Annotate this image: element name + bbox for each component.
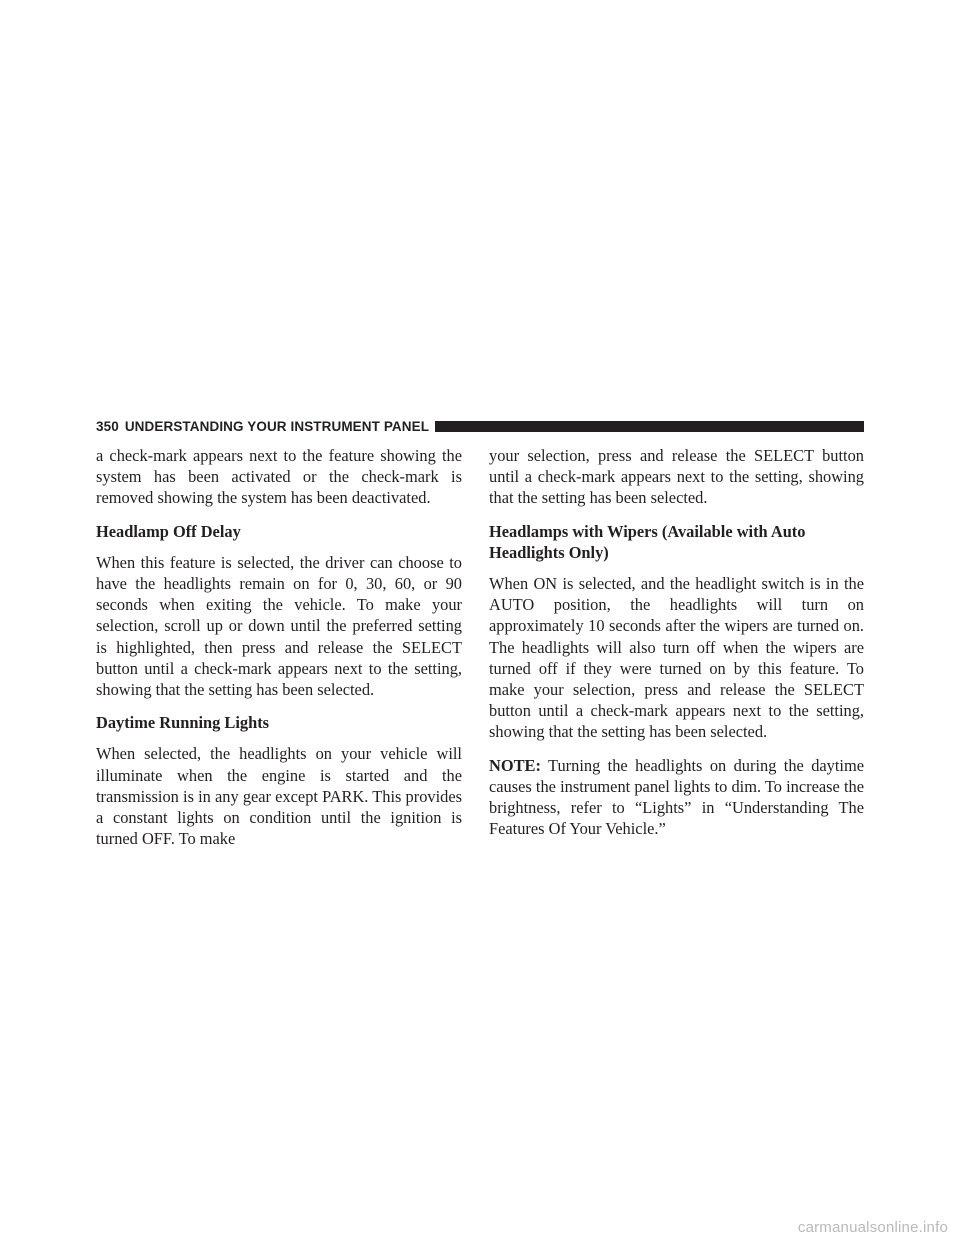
note-body: Turning the headlights on during the daytime causes the instrument panel lights to dim. To increase the brightness, refer to “Lights” in “Understanding The Features Of Your Vehicle.” <box>489 755 865 839</box>
daytime-running-lights-body: When selected, the headlights on your vehicle will illuminate when the engine is started and the transmission is in any gear except PARK. This provides a constant lights on condition until the ignition is turned OFF. To make <box>96 744 462 849</box>
watermark: carmanualsonline.info <box>797 1219 948 1236</box>
intro-paragraph: a check-mark appears next to the feature showing the system has been activated or the check-mark is removed showing the system has been deactivated. <box>96 446 462 508</box>
page-number: 350 <box>96 418 119 434</box>
headlamp-off-delay-body: When this feature is selected, the driver can choose to have the headlights remain on for 0, 30, 60, or 90 seconds when exiting the vehicle. To make your selection, scroll up or down until the preferred setting is highlighted, then press and release the SELECT button until a check-mark appears next to the setting, showing that the setting has been selected. <box>96 552 462 700</box>
page-header <box>96 417 864 435</box>
headlamp-off-delay-heading: Headlamp Off Delay <box>96 521 241 541</box>
headlamps-with-wipers-heading: Headlamps with Wipers (Available with Auto Headlights Only) <box>489 521 806 562</box>
right-column <box>489 445 864 851</box>
note-label: NOTE: <box>489 755 541 775</box>
headlamps-with-wipers-body: When ON is selected, and the headlight switch is in the AUTO position, the headlights will turn on approximately 10 seconds after the wipers are turned on. The headlights will also turn off when the wipers are turned off if they were turned on by this feature. To make your selection, press and release the SELECT button until a check-mark appears next to the setting, showing that the setting has been selected. <box>489 574 864 742</box>
header-rule <box>435 421 864 432</box>
section-title: UNDERSTANDING YOUR INSTRUMENT PANEL <box>124 418 430 434</box>
note-paragraph <box>489 755 864 840</box>
left-column <box>96 445 462 861</box>
continuation-paragraph: your selection, press and release the SELECT button until a check-mark appears next to the setting, showing that the setting has been selected. <box>489 446 864 508</box>
daytime-running-lights-heading: Daytime Running Lights <box>96 713 270 733</box>
